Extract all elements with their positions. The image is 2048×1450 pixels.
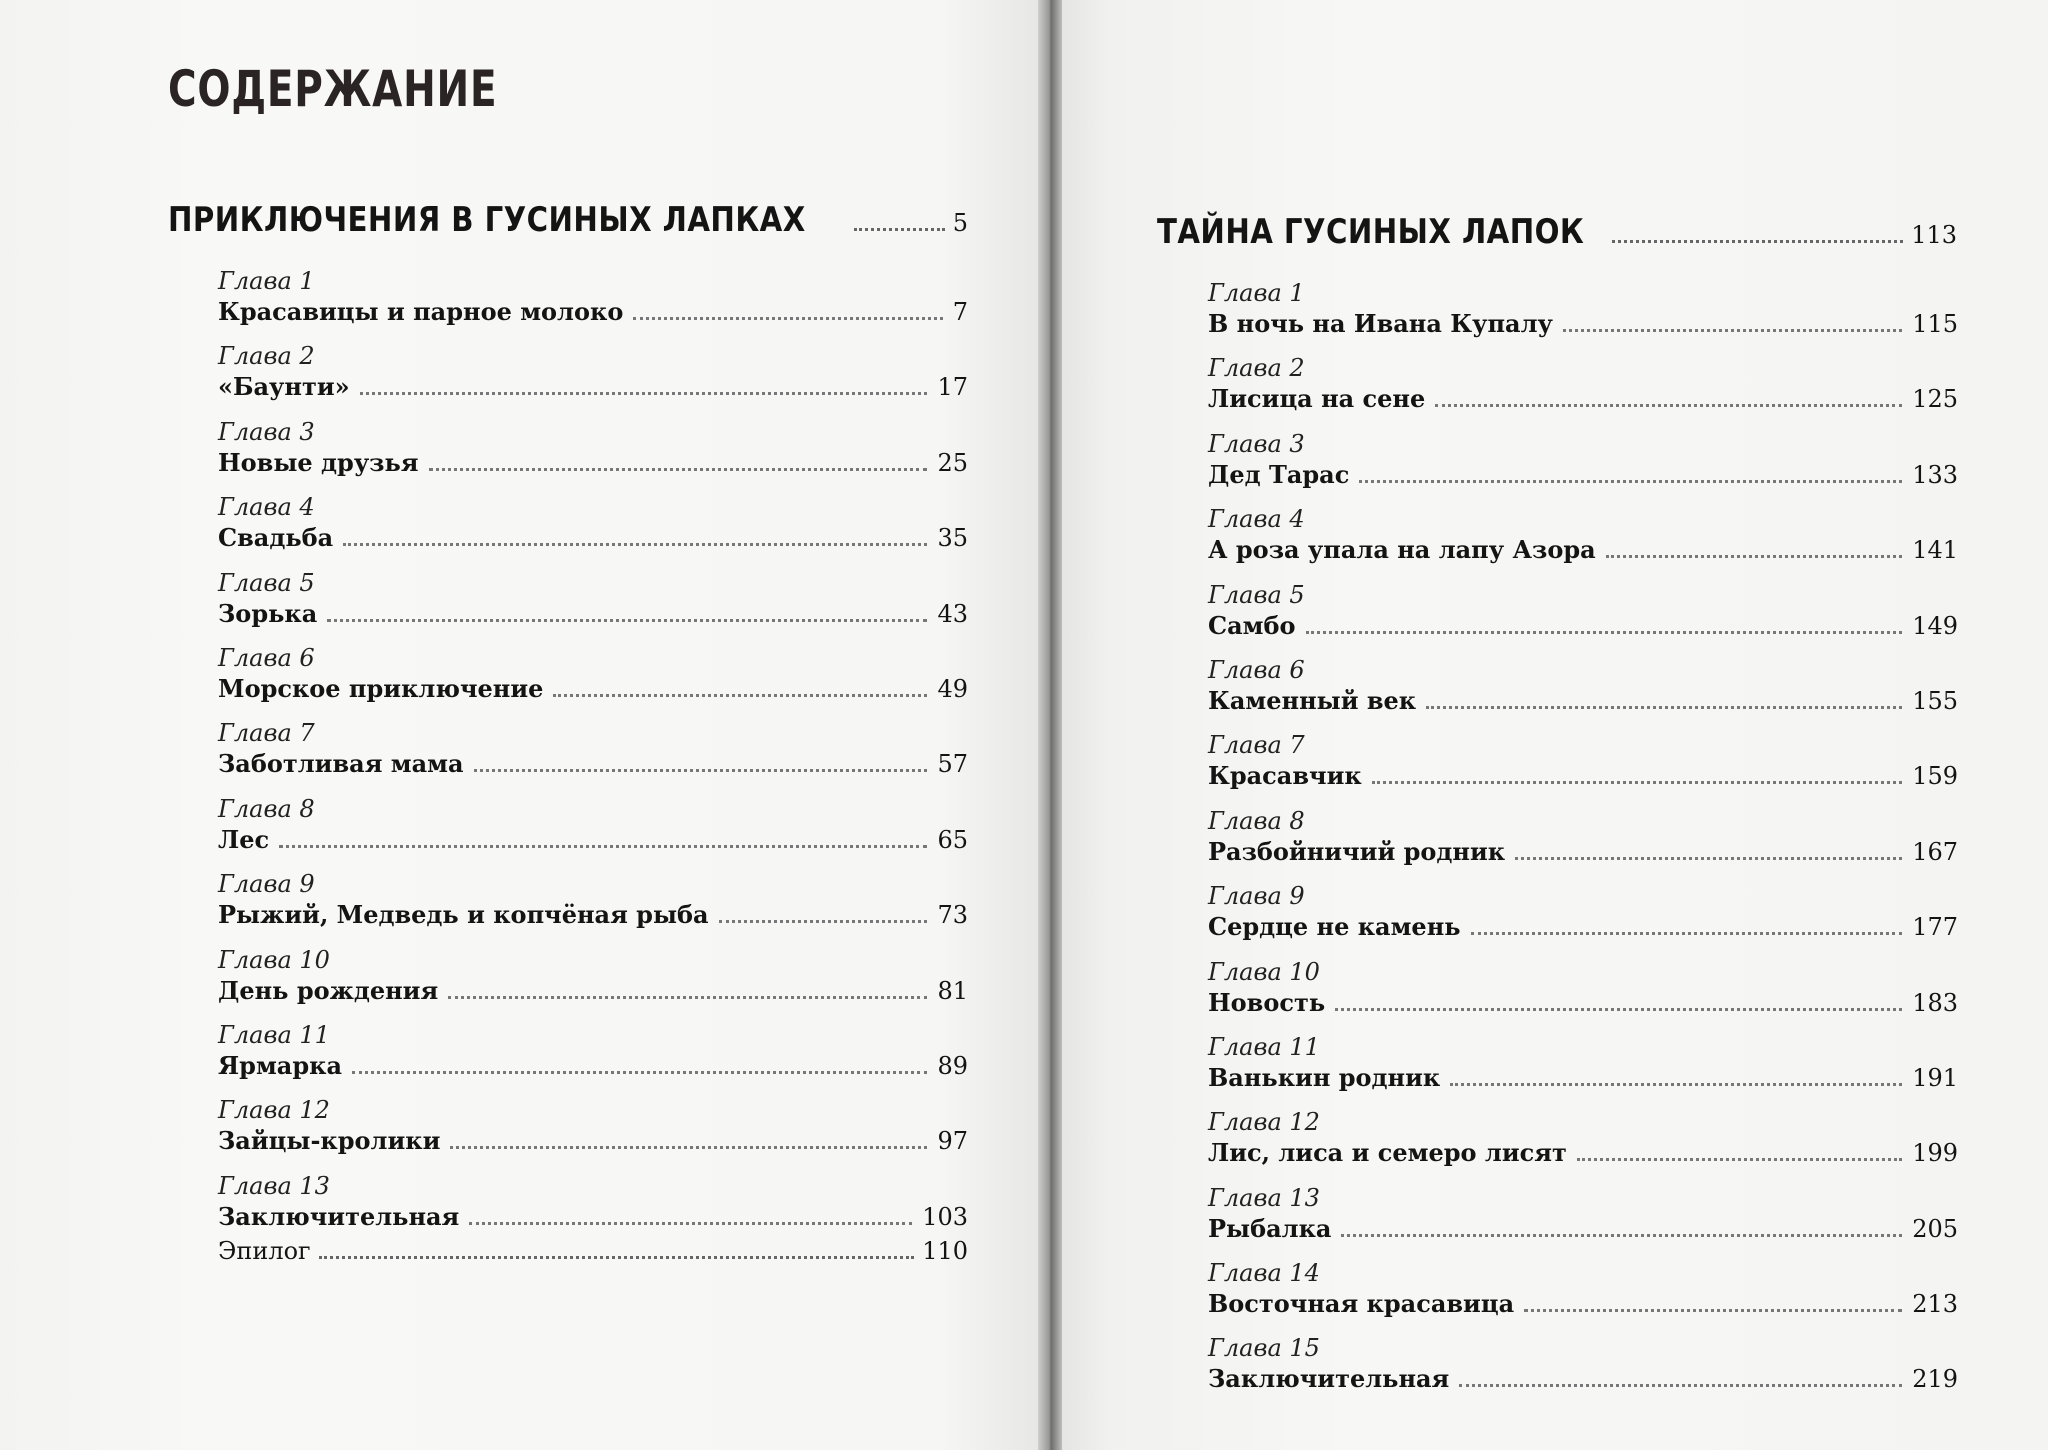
dot-leader	[1426, 706, 1902, 709]
chapter-label: Глава 10	[218, 945, 330, 974]
chapter-label: Глава 2	[218, 342, 315, 371]
chapter-line	[218, 674, 968, 714]
chapter-title: Заключительная	[1208, 1364, 1450, 1394]
toc-entry	[1208, 1332, 1958, 1407]
chapter-line	[1208, 1138, 1958, 1178]
chapter-title: Красавчик	[1208, 761, 1362, 791]
chapter-label: Глава 1	[1208, 279, 1305, 307]
dot-leader	[448, 996, 927, 999]
toc-entry	[1208, 880, 1958, 955]
dot-leader	[352, 1071, 927, 1074]
toc-entry	[1208, 579, 1958, 654]
dot-leader	[1524, 1309, 1902, 1312]
toc-entry	[218, 717, 968, 792]
chapter-label: Глава 11	[218, 1020, 330, 1049]
chapter-line	[1208, 686, 1958, 726]
chapter-label: Глава 10	[1208, 957, 1320, 986]
dot-leader	[719, 920, 928, 923]
toc-entry	[1208, 428, 1958, 503]
chapter-label: Глава 1	[218, 267, 315, 295]
left-part-page: 5	[952, 209, 968, 237]
chapter-title: Лис, лиса и семеро лисят	[1208, 1138, 1567, 1168]
chapter-line	[1208, 837, 1958, 877]
chapter-title: Ярмарка	[218, 1050, 343, 1080]
epilog-title: Эпилог	[218, 1237, 311, 1266]
chapter-title: Новые друзья	[218, 447, 419, 477]
toc-entry	[1208, 503, 1958, 578]
toc-heading: СОДЕРЖАНИЕ	[168, 60, 498, 118]
chapter-line	[218, 599, 968, 639]
chapter-line	[1208, 988, 1958, 1028]
chapter-label: Глава 4	[218, 493, 315, 522]
chapter-line	[218, 825, 968, 865]
dot-leader	[1359, 480, 1902, 483]
chapter-title: Самбо	[1208, 610, 1296, 640]
toc-entry	[1208, 1106, 1958, 1181]
chapter-line	[1208, 761, 1958, 801]
chapter-line	[218, 372, 968, 412]
chapter-line	[1208, 309, 1958, 349]
dot-leader	[1435, 404, 1902, 407]
chapter-line	[1208, 535, 1958, 575]
chapter-label: Глава 9	[218, 870, 315, 899]
chapter-page-number: 115	[1912, 310, 1958, 338]
dot-leader	[429, 468, 928, 471]
chapter-label: Глава 3	[1208, 429, 1305, 458]
chapter-line	[1208, 384, 1958, 424]
dot-leader	[319, 1256, 915, 1259]
chapter-page-number: 149	[1912, 611, 1958, 640]
chapter-title: Новость	[1208, 987, 1326, 1017]
dot-leader	[1515, 857, 1902, 860]
chapter-page-number: 177	[1912, 913, 1958, 942]
chapter-title: Каменный век	[1208, 685, 1417, 715]
toc-entry	[1208, 1257, 1958, 1332]
chapter-label: Глава 4	[1208, 505, 1305, 534]
right-part-page: 113	[1911, 221, 1957, 249]
chapter-line	[218, 1202, 968, 1242]
toc-entry	[218, 642, 968, 717]
chapter-title: Сердце не камень	[1208, 912, 1461, 942]
chapter-label: Глава 9	[1208, 882, 1305, 911]
dot-leader	[1450, 1083, 1902, 1086]
chapter-page-number: 125	[1912, 385, 1958, 414]
dot-leader	[1306, 631, 1903, 634]
chapter-title: А роза упала на лапу Азора	[1208, 535, 1596, 565]
dot-leader	[343, 543, 927, 546]
chapter-title: День рождения	[218, 975, 439, 1005]
chapter-page-number: 191	[1912, 1063, 1958, 1092]
chapter-page-number: 213	[1912, 1290, 1958, 1319]
chapter-line	[218, 1126, 968, 1166]
toc-entry	[1208, 1031, 1958, 1106]
chapter-title: Морское приключение	[218, 673, 544, 703]
chapter-title: Свадьба	[218, 523, 334, 553]
chapter-label: Глава 5	[1208, 580, 1305, 609]
chapter-label: Глава 7	[1208, 731, 1305, 760]
toc-entry	[218, 793, 968, 868]
dot-leader	[553, 694, 927, 697]
toc-entry	[218, 1019, 968, 1094]
chapter-label: Глава 3	[218, 417, 315, 446]
chapter-title: «Баунти»	[218, 372, 350, 402]
chapter-line	[218, 1051, 968, 1091]
chapter-line	[218, 749, 968, 789]
chapter-page-number: 89	[937, 1051, 968, 1080]
chapter-page-number: 17	[937, 373, 968, 402]
dot-leader	[327, 619, 927, 622]
chapter-line	[218, 297, 968, 337]
chapter-label: Глава 13	[218, 1171, 330, 1200]
chapter-page-number: 73	[937, 901, 968, 930]
chapter-label: Глава 12	[218, 1096, 330, 1125]
chapter-label: Глава 2	[1208, 354, 1305, 383]
chapter-title: Заключительная	[218, 1201, 460, 1231]
chapter-label: Глава 11	[1208, 1032, 1320, 1061]
chapter-line	[218, 900, 968, 940]
chapter-title: Разбойничий родник	[1208, 836, 1506, 866]
chapter-label: Глава 7	[218, 719, 315, 748]
chapter-title: Красавицы и парное молоко	[218, 297, 624, 326]
toc-entry	[1208, 729, 1958, 804]
chapter-page-number: 167	[1912, 837, 1958, 866]
chapter-label: Глава 12	[1208, 1108, 1320, 1137]
toc-entry	[218, 340, 968, 415]
chapter-line	[1208, 611, 1958, 651]
toc-entry	[218, 491, 968, 566]
chapter-title: Заботливая мама	[218, 749, 464, 779]
dot-leader	[1612, 240, 1903, 243]
chapter-page-number: 81	[937, 976, 968, 1005]
toc-entry	[218, 1170, 968, 1245]
toc-entry	[1208, 277, 1958, 352]
dot-leader	[1335, 1008, 1902, 1011]
epilog-page-number: 110	[922, 1237, 968, 1266]
chapter-line	[1208, 460, 1958, 500]
dot-leader	[450, 1146, 927, 1149]
toc-entry	[1208, 805, 1958, 880]
chapter-page-number: 35	[937, 524, 968, 553]
chapter-line	[1208, 1214, 1958, 1254]
chapter-title: Зорька	[218, 598, 318, 628]
chapter-page-number: 205	[1912, 1214, 1958, 1243]
dot-leader	[474, 769, 928, 772]
chapter-line	[1208, 1063, 1958, 1103]
chapter-page-number: 141	[1912, 536, 1958, 565]
chapter-title: Лисица на сене	[1208, 384, 1426, 414]
chapter-page-number: 97	[937, 1127, 968, 1156]
toc-entry	[218, 265, 968, 340]
toc-entry	[218, 868, 968, 943]
chapter-page-number: 199	[1912, 1139, 1958, 1168]
toc-entry	[218, 1094, 968, 1169]
chapter-page-number: 155	[1912, 686, 1958, 715]
chapter-label: Глава 15	[1208, 1334, 1320, 1363]
chapter-page-number: 49	[937, 674, 968, 703]
chapter-page-number: 43	[937, 599, 968, 628]
toc-entry	[1208, 1182, 1958, 1257]
chapter-label: Глава 6	[1208, 655, 1305, 684]
dot-leader	[1577, 1158, 1902, 1161]
chapter-label: Глава 5	[218, 568, 315, 597]
toc-entry	[1208, 654, 1958, 729]
dot-leader	[279, 845, 927, 848]
chapter-label: Глава 14	[1208, 1259, 1320, 1288]
chapter-label: Глава 13	[1208, 1183, 1320, 1212]
left-chapter-list	[218, 265, 968, 1277]
chapter-line	[1208, 912, 1958, 952]
dot-leader	[854, 228, 945, 231]
dot-leader	[1563, 329, 1902, 332]
chapter-page-number: 65	[937, 825, 968, 854]
chapter-page-number: 103	[922, 1202, 968, 1231]
chapter-page-number: 159	[1912, 762, 1958, 791]
chapter-line	[218, 448, 968, 488]
dot-leader	[1372, 781, 1902, 784]
chapter-title: Восточная красавица	[1208, 1289, 1515, 1319]
chapter-title: Рыжий, Медведь и копчёная рыба	[218, 900, 709, 930]
toc-entry	[218, 944, 968, 1019]
right-chapter-list	[1208, 277, 1958, 1408]
chapter-line	[1208, 1364, 1958, 1404]
dot-leader	[1471, 932, 1903, 935]
dot-leader	[1341, 1234, 1902, 1237]
chapter-title: Ванькин родник	[1208, 1062, 1441, 1092]
chapter-page-number: 57	[937, 750, 968, 779]
book-gutter	[1038, 0, 1062, 1450]
epilog-entry	[218, 1237, 968, 1277]
toc-entry	[1208, 956, 1958, 1031]
chapter-title: В ночь на Ивана Купалу	[1208, 309, 1553, 338]
chapter-line	[1208, 1289, 1958, 1329]
left-part-title: ПРИКЛЮЧЕНИЯ В ГУСИНЫХ ЛАПКАХ	[168, 200, 806, 240]
right-part-header	[1157, 212, 1957, 252]
chapter-label: Глава 8	[218, 794, 315, 823]
dot-leader	[360, 392, 928, 395]
toc-entry	[218, 416, 968, 491]
dot-leader	[469, 1222, 912, 1225]
chapter-label: Глава 8	[1208, 806, 1305, 835]
chapter-title: Зайцы-кролики	[218, 1126, 441, 1156]
toc-entry	[218, 567, 968, 642]
right-part-title: ТАЙНА ГУСИНЫХ ЛАПОК	[1157, 212, 1585, 252]
left-part-header	[168, 200, 968, 240]
chapter-line	[218, 523, 968, 563]
chapter-title: Рыбалка	[1208, 1213, 1332, 1243]
chapter-page-number: 25	[937, 448, 968, 477]
chapter-label: Глава 6	[218, 643, 315, 672]
chapter-line	[218, 976, 968, 1016]
chapter-page-number: 183	[1912, 988, 1958, 1017]
dot-leader	[1459, 1384, 1902, 1387]
toc-entry	[1208, 352, 1958, 427]
dot-leader	[633, 317, 942, 320]
dot-leader	[1606, 555, 1903, 558]
chapter-page-number: 133	[1912, 460, 1958, 489]
chapter-page-number: 7	[952, 298, 968, 326]
chapter-title: Лес	[218, 824, 270, 854]
chapter-page-number: 219	[1912, 1365, 1958, 1394]
chapter-title: Дед Тарас	[1208, 459, 1350, 489]
